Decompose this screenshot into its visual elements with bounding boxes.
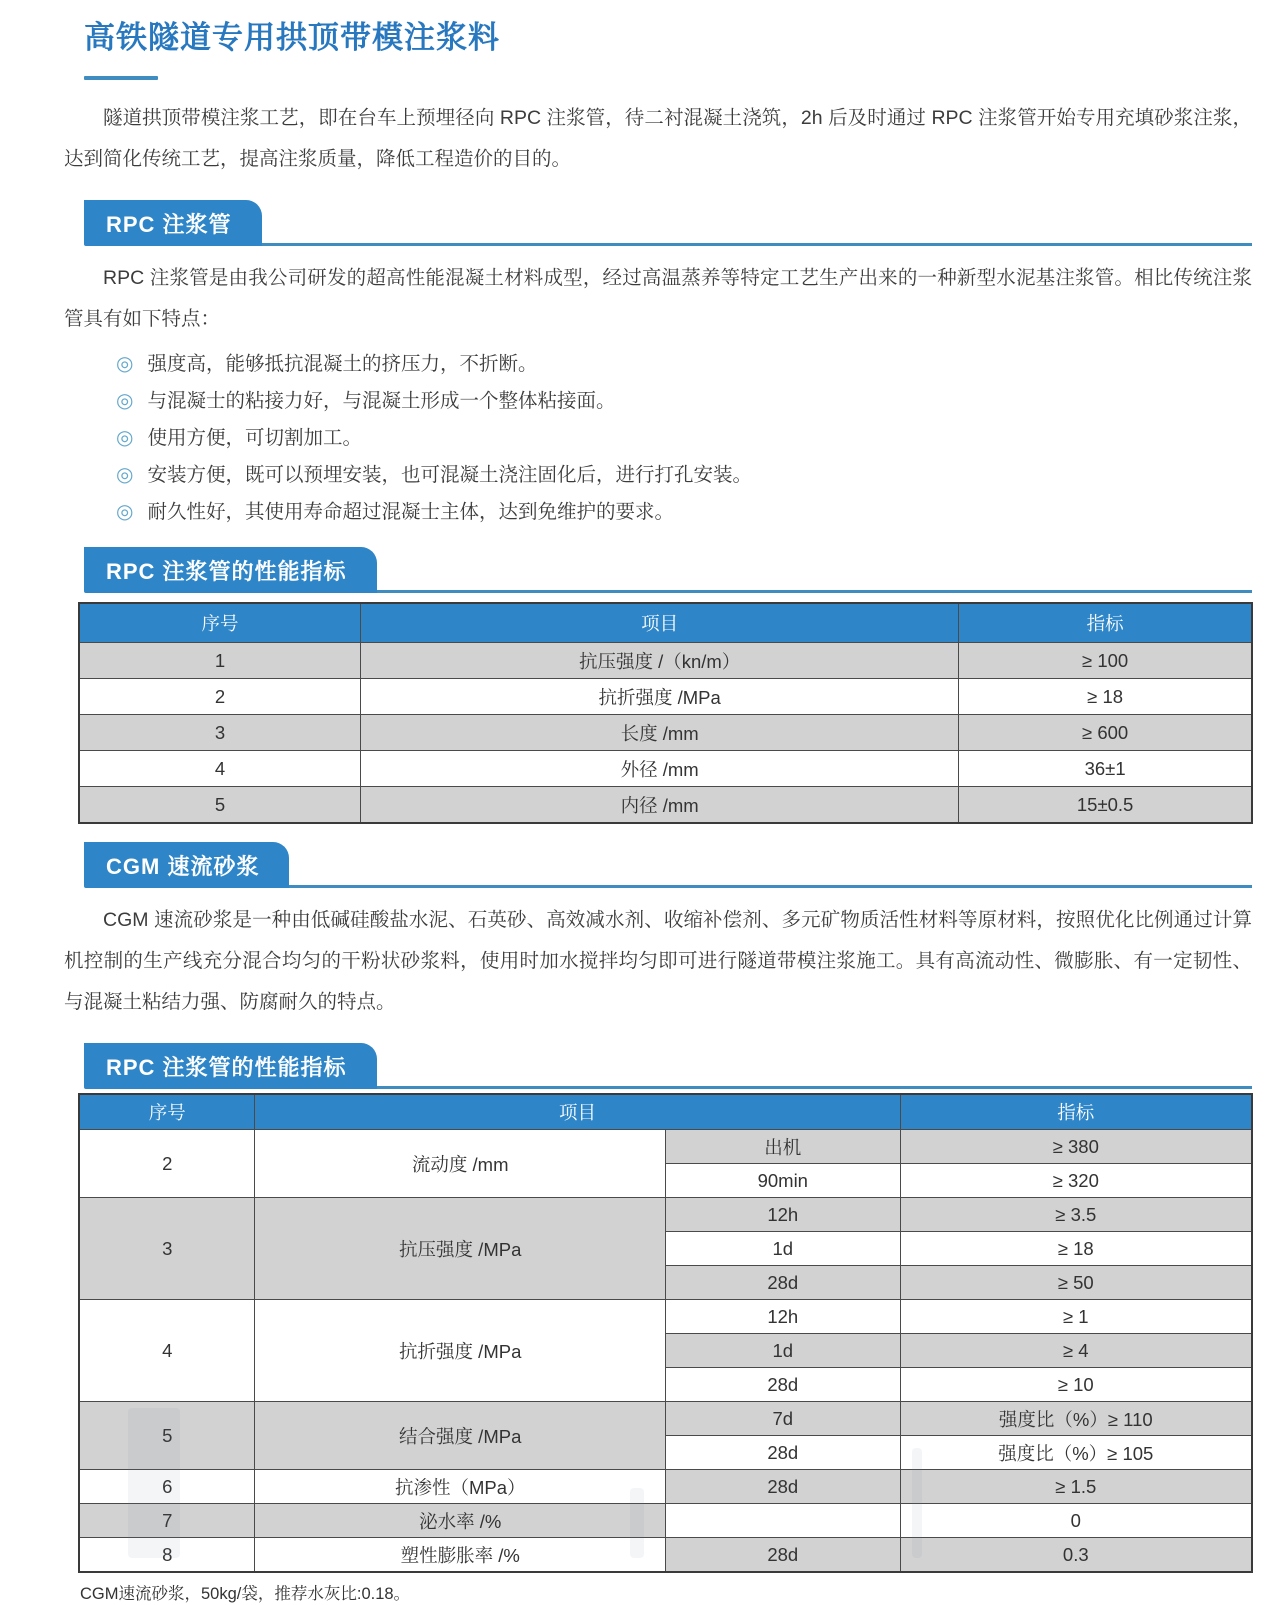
table-row (79, 643, 1252, 679)
feature-item (116, 420, 1252, 457)
column-header: 项目 (361, 603, 959, 643)
cell-time: 1d (665, 1232, 900, 1266)
cell-time: 28d (665, 1266, 900, 1300)
column-header: 序号 (79, 603, 361, 643)
cell-item: 流动度 /mm (255, 1130, 666, 1198)
cell-value: 0.3 (900, 1538, 1252, 1573)
title-underline (84, 76, 158, 80)
cell-item: 内径 /mm (361, 787, 959, 824)
cell-no: 2 (79, 679, 361, 715)
cell-item: 抗压强度 /（kn/m） (361, 643, 959, 679)
cell-time (665, 1504, 900, 1538)
cell-time: 1d (665, 1334, 900, 1368)
feature-text: 安装方便，既可以预埋安装，也可混凝土浇注固化后，进行打孔安装。 (147, 464, 752, 486)
document-page (0, 18, 1280, 1603)
table-row (79, 787, 1252, 824)
feature-text: 耐久性好，其使用寿命超过混凝士主体，达到免维护的要求。 (147, 501, 674, 523)
cell-time: 90min (665, 1164, 900, 1198)
page-title: 高铁隧道专用拱顶带模注浆料 (84, 20, 500, 55)
cell-value: 0 (900, 1504, 1252, 1538)
banner-underline (289, 885, 1252, 888)
cell-no: 5 (79, 1402, 255, 1470)
table-row (79, 1470, 1252, 1504)
section-banner-rpc-table (84, 547, 1252, 593)
cell-time: 12h (665, 1300, 900, 1334)
cell-item: 长度 /mm (361, 715, 959, 751)
cell-item: 抗压强度 /MPa (255, 1198, 666, 1300)
cell-item: 塑性膨胀率 /% (255, 1538, 666, 1573)
cell-value: ≥ 1.5 (900, 1470, 1252, 1504)
table-row (79, 1504, 1252, 1538)
feature-item (116, 346, 1252, 383)
cell-value: ≥ 600 (959, 715, 1252, 751)
section-banner-label: RPC 注浆管的性能指标 (84, 1043, 377, 1089)
cell-no: 3 (79, 715, 361, 751)
table-header (79, 1094, 1252, 1130)
bullet-icon: ◎ (116, 501, 134, 523)
cell-item: 抗折强度 /MPa (255, 1300, 666, 1402)
cell-time: 28d (665, 1368, 900, 1402)
feature-item (116, 383, 1252, 420)
cell-no: 1 (79, 643, 361, 679)
section-banner-label: RPC 注浆管 (84, 200, 262, 246)
column-header: 序号 (79, 1094, 255, 1130)
cell-time: 28d (665, 1436, 900, 1470)
intro-paragraph: 隧道拱顶带模注浆工艺，即在台车上预埋径向 RPC 注浆管，待二衬混凝土浇筑，2h 后及时通过 RPC 注浆管开始专用充填砂浆注浆，达到简化传统工艺，提高注浆质量，降低工程造价的目的。 (64, 107, 1252, 170)
bullet-icon: ◎ (116, 427, 134, 449)
cell-no: 6 (79, 1470, 255, 1504)
cell-no: 2 (79, 1130, 255, 1198)
bullet-icon: ◎ (116, 464, 134, 486)
cell-value: ≥ 320 (900, 1164, 1252, 1198)
table-row (79, 679, 1252, 715)
cell-value: 强度比（%）≥ 110 (900, 1402, 1252, 1436)
scan-artifact (128, 1408, 180, 1558)
section-banner-cgm-table (84, 1043, 1252, 1089)
cell-time: 28d (665, 1470, 900, 1504)
table-header-row (79, 1094, 1252, 1130)
cell-value: ≥ 18 (900, 1232, 1252, 1266)
cell-time: 28d (665, 1538, 900, 1573)
bullet-icon: ◎ (116, 390, 134, 412)
bullet-icon: ◎ (116, 353, 134, 375)
table-row (79, 1402, 1252, 1436)
cell-value: 强度比（%）≥ 105 (900, 1436, 1252, 1470)
section-banner-label: RPC 注浆管的性能指标 (84, 547, 377, 593)
cell-value: ≥ 1 (900, 1300, 1252, 1334)
cell-no: 4 (79, 1300, 255, 1402)
feature-text: 使用方便，可切割加工。 (147, 427, 362, 449)
cell-value: ≥ 4 (900, 1334, 1252, 1368)
column-header: 指标 (959, 603, 1252, 643)
column-header: 指标 (900, 1094, 1252, 1130)
cell-no: 7 (79, 1504, 255, 1538)
table-row (79, 1300, 1252, 1334)
cell-value: ≥ 18 (959, 679, 1252, 715)
footnote: CGM速流砂浆，50kg/袋，推荐水灰比:0.18。 (80, 1585, 411, 1603)
cell-time: 7d (665, 1402, 900, 1436)
cell-value: 15±0.5 (959, 787, 1252, 824)
cell-item: 外径 /mm (361, 751, 959, 787)
column-header: 项目 (255, 1094, 900, 1130)
cell-time: 出机 (665, 1130, 900, 1164)
cell-value: ≥ 100 (959, 643, 1252, 679)
feature-item (116, 494, 1252, 531)
table-row (79, 1198, 1252, 1232)
cell-item: 泌水率 /% (255, 1504, 666, 1538)
cell-no: 8 (79, 1538, 255, 1573)
rpc-pipe-paragraph: RPC 注浆管是由我公司研发的超高性能混凝土材料成型，经过高温蒸养等特定工艺生产出来的一种新型水泥基注浆管。相比传统注浆管具有如下特点： (64, 267, 1252, 330)
section-banner-rpc-pipe (84, 200, 1252, 246)
rpc-feature-list (116, 346, 1252, 531)
cgm-performance-table (78, 1093, 1253, 1573)
section-banner-cgm (84, 842, 1252, 888)
table-header (79, 603, 1252, 643)
table-header-row (79, 603, 1252, 643)
table-row (79, 1130, 1252, 1164)
table-row (79, 715, 1252, 751)
banner-underline (377, 1086, 1252, 1089)
cell-item: 结合强度 /MPa (255, 1402, 666, 1470)
scan-artifact (630, 1488, 644, 1558)
cell-value: 36±1 (959, 751, 1252, 787)
cell-time: 12h (665, 1198, 900, 1232)
feature-text: 与混凝士的粘接力好，与混凝土形成一个整体粘接面。 (147, 390, 616, 412)
cell-value: ≥ 380 (900, 1130, 1252, 1164)
cgm-paragraph: CGM 速流砂浆是一种由低碱硅酸盐水泥、石英砂、高效减水剂、收缩补偿剂、多元矿物质活性材料等原材料，按照优化比例通过计算机控制的生产线充分混合均匀的干粉状砂浆料，使用时加水搅拌均匀即可进行隧道带模注浆施工。具有高流动性、微膨胀、有一定韧性、与混凝土粘结力强、防腐耐久的特点。 (64, 909, 1252, 1013)
rpc-performance-table (78, 602, 1253, 824)
cell-no: 5 (79, 787, 361, 824)
cell-no: 4 (79, 751, 361, 787)
cell-value: ≥ 3.5 (900, 1198, 1252, 1232)
table-row (79, 751, 1252, 787)
banner-underline (377, 590, 1252, 593)
section-banner-label: CGM 速流砂浆 (84, 842, 289, 888)
feature-item (116, 457, 1252, 494)
banner-underline (262, 243, 1252, 246)
cell-item: 抗折强度 /MPa (361, 679, 959, 715)
cell-item: 抗渗性（MPa） (255, 1470, 666, 1504)
feature-text: 强度高，能够抵抗混凝土的挤压力，不折断。 (147, 353, 538, 375)
cell-value: ≥ 50 (900, 1266, 1252, 1300)
cell-value: ≥ 10 (900, 1368, 1252, 1402)
cell-no: 3 (79, 1198, 255, 1300)
scan-artifact (912, 1448, 922, 1558)
table-row (79, 1538, 1252, 1573)
